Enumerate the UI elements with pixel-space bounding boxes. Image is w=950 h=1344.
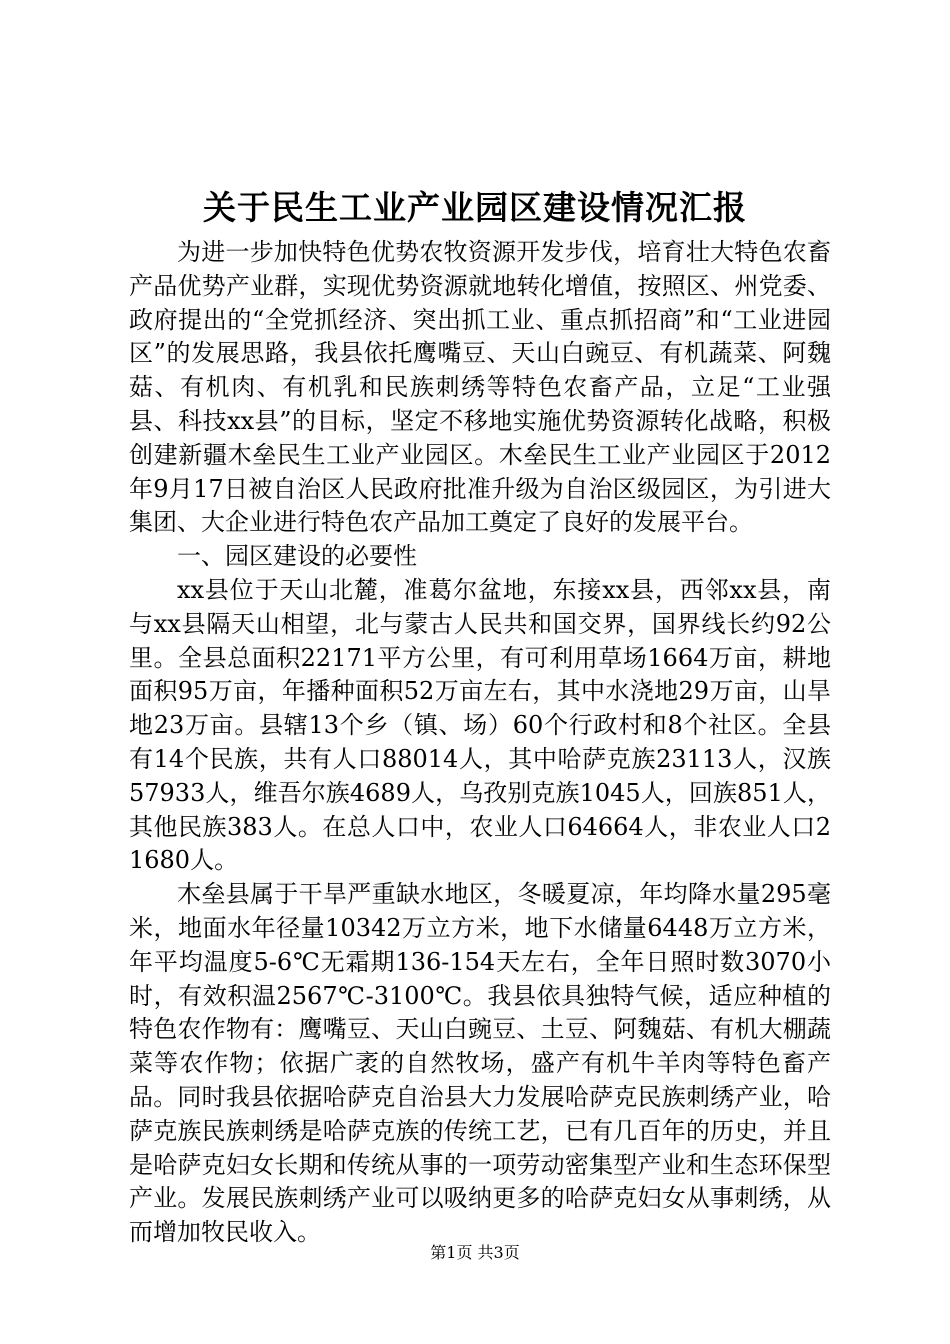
paragraph-climate-industry: 木垒县属于干旱严重缺水地区，冬暖夏凉，年均降水量295毫米，地面水年径量10342万立方米，地下水储量6448万立方米，年平均温度5-6℃无霜期136-154天左右，全年日照时数3070小时，有效积温2567℃-3100℃。我县依具独特气候，适应种植的特色农作物有：鹰嘴豆、天山白豌豆、土豆、阿魏菇、有机大棚蔬菜等农作物；依据广袤的自然牧场，盛产有机牛羊肉等特色畜产品。同时我县依据哈萨克自治县大力发展哈萨克民族刺绣产业，哈萨克族民族刺绣是哈萨克族的传统工艺，已有几百年的历史，并且是哈萨克妇女长期和传统从事的一项劳动密集型产业和生态环保型产业。发展民族刺绣产业可以吸纳更多的哈萨克妇女从事刺绣，从而增加牧民收入。: [129, 880, 831, 1247]
paragraph-county-overview: xx县位于天山北麓，准葛尔盆地，东接xx县，西邻xx县，南与xx县隔天山相望，北与蒙古人民共和国交界，国界线长约92公里。全县总面积22171平方公里，有可利用草场1664万亩，耕地面积95万亩，年播种面积52万亩左右，其中水浇地29万亩，山旱地23万亩。县辖13个乡（镇、场）60个行政村和8个社区。全县有14个民族，共有人口88014人，其中哈萨克族23113人，汉族57933人，维吾尔族4689人，乌孜别克族1045人，回族851人，其他民族383人。在总人口中，农业人口64664人，非农业人口21680人。: [129, 575, 831, 875]
section-heading-necessity: 一、园区建设的必要性: [177, 542, 417, 571]
paragraph-intro: 为进一步加快特色优势农牧资源开发步伐，培育壮大特色农畜产品优势产业群，实现优势资源就地转化增值，按照区、州党委、政府提出的“全党抓经济、突出抓工业、重点抓招商”和“工业进园区”的发展思路，我县依托鹰嘴豆、天山白豌豆、有机蔬菜、阿魏菇、有机肉、有机乳和民族刺绣等特色农畜产品，立足“工业强县、科技xx县”的目标，坚定不移地实施优势资源转化战略，积极创建新疆木垒民生工业产业园区。木垒民生工业产业园区于2012年9月17日被自治区人民政府批准升级为自治区级园区，为引进大集团、大企业进行特色农产品加工奠定了良好的发展平台。: [129, 238, 831, 537]
document-title: 关于民生工业产业园区建设情况汇报: [203, 188, 747, 227]
document-body: [129, 236, 831, 1250]
page-footer: 第1页 共3页: [430, 1243, 520, 1262]
